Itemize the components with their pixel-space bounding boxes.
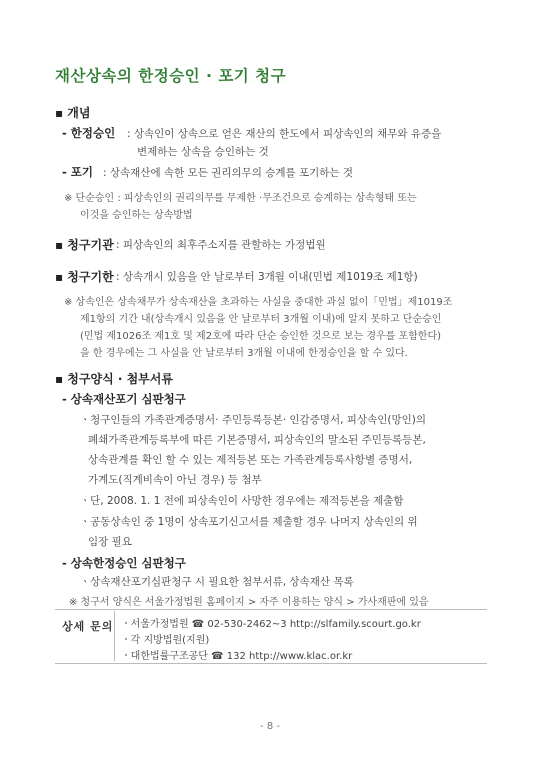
section-heading-deadline: ▪ 청구기한 (55, 270, 114, 284)
note-deadline-2: 제1항의 기간 내(상속개시 있음을 안 날로부터 3개월 이내)에 알지 못하고 단순승인 (80, 314, 442, 325)
forms-line-6: ㆍ공동상속인 중 1명이 상속포기신고서를 제출할 경우 나머지 상속인의 위 (80, 516, 418, 528)
section-text-court: : 피상속인의 최후주소지를 관할하는 가정법원 (116, 239, 326, 251)
item-label-limited-acceptance: - 한정승인 (62, 126, 116, 140)
note-simple-acceptance-2: 이것을 승인하는 상속방법 (80, 210, 193, 221)
contact-box-divider (114, 611, 115, 661)
contact-line-3: ㆍ대한법률구조공단 ☎ 132 http://www.klac.or.kr (121, 651, 353, 662)
section-text-deadline: : 상속개시 있음을 안 날로부터 3개월 이내(민법 제1019조 제1항) (116, 271, 418, 283)
item-text-limited-acceptance-2: 변제하는 상속을 승인하는 것 (137, 146, 269, 158)
forms-line-3: 상속관계를 확인 할 수 있는 제적등본 또는 가족관계등록사항별 증명서, (88, 454, 413, 466)
page-number: - 8 - (260, 721, 280, 732)
section-heading-concept: ▪ 개념 (55, 106, 91, 120)
section-heading-forms: ▪ 청구양식 · 첨부서류 (55, 372, 173, 386)
contact-line-1: ㆍ서울가정법원 ☎ 02-530-2462~3 http://slfamily.scourt.go.kr (121, 619, 421, 630)
note-deadline-1: ※ 상속인은 상속채무가 상속재산을 초과하는 사실을 중대한 과실 없이「민법」제1019조 (64, 297, 453, 308)
sub-heading-renunciation-petition: - 상속재산포기 심판청구 (62, 392, 186, 406)
note-deadline-4: 을 한 경우에는 그 사실을 안 날로부터 3개월 이내에 한정승인을 할 수 있다. (80, 348, 408, 359)
note-deadline-3: (민법 제1026조 제1호 및 제2호에 따라 단순 승인한 것으로 보는 경우를 포함한다) (80, 331, 442, 342)
forms-line-4: 가계도(직계비속이 아닌 경우) 등 첨부 (88, 474, 262, 486)
forms-line-2: 폐쇄가족관계등록부에 따른 기본증명서, 피상속인의 말소된 주민등록등본, (88, 434, 426, 446)
forms-line-1: ㆍ청구인들의 가족관계증명서· 주민등록등본· 인감증명서, 피상속인(망인)의 (80, 414, 426, 426)
note-forms: ※ 청구서 양식은 서울가정법원 홈페이지 > 자주 이용하는 양식 > 가사재판에 있음 (69, 597, 429, 608)
forms-line-5: ㆍ단, 2008. 1. 1 전에 피상속인이 사망한 경우에는 제적등본을 제출함 (80, 495, 404, 507)
sub-heading-limited-acceptance-petition: - 상속한정승인 심판청구 (62, 556, 186, 570)
contact-box-top-border (55, 609, 487, 610)
contact-line-2: ㆍ각 지방법원(지원) (121, 635, 210, 646)
item-text-renunciation: : 상속재산에 속한 모든 권리의무의 승계를 포기하는 것 (103, 167, 354, 179)
item-text-limited-acceptance-1: : 상속인이 상속으로 얻은 재산의 한도에서 피상속인의 채무와 유증을 (127, 128, 442, 140)
section-heading-court: ▪ 청구기관 (55, 238, 114, 252)
forms-line-8: ㆍ상속재산포기심판청구 시 필요한 첨부서류, 상속재산 목록 (80, 576, 354, 588)
contact-label: 상세 문의 (62, 620, 114, 633)
contact-box-bottom-border (55, 663, 487, 664)
item-label-renunciation: - 포기 (62, 165, 93, 179)
forms-line-7: 임장 필요 (88, 536, 132, 548)
note-simple-acceptance-1: ※ 단순승인 : 피상속인의 권리의무를 무제한 ·무조건으로 승계하는 상속형태 또는 (64, 193, 417, 204)
page-title: 재산상속의 한정승인 · 포기 청구 (55, 67, 287, 85)
